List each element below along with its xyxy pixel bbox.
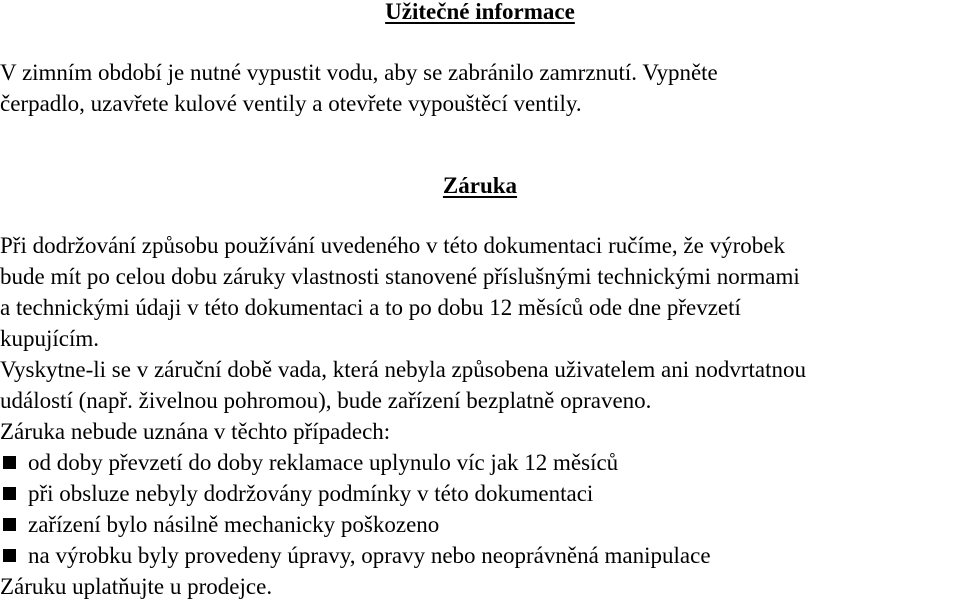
square-bullet-icon [3, 456, 16, 469]
paragraph-line: bude mít po celou dobu záruky vlastnosti stanovené příslušnými technickými normami [0, 264, 800, 289]
exclusion-list-item [0, 509, 960, 540]
useful-info-heading: Užitečné informace [385, 0, 575, 24]
paragraph-line: událostí (např. živelnou pohromou), bude zařízení bezplatně opraveno. [0, 388, 652, 413]
paragraph-line: Záruka nebude uznána v těchto případech: [0, 419, 391, 444]
paragraph-line: V zimním období je nutné vypustit vodu, aby se zabránilo zamrznutí. Vypněte [0, 60, 718, 85]
exclusion-text: zařízení bylo násilně mechanicky poškozeno [28, 512, 440, 537]
exclusion-text: při obsluze nebyly dodržovány podmínky v této dokumentaci [28, 481, 594, 506]
exclusion-list-item [0, 447, 960, 478]
paragraph-line: čerpadlo, uzavřete kulové ventily a otevřete vypouštěcí ventily. [0, 91, 582, 116]
exclusion-text: od doby převzetí do doby reklamace uplynulo víc jak 12 měsíců [28, 450, 619, 475]
square-bullet-icon [3, 549, 16, 562]
warranty-heading: Záruka [442, 173, 518, 198]
square-bullet-icon [3, 487, 16, 500]
exclusion-text: na výrobku byly provedeny úpravy, opravy nebo neoprávněná manipulace [28, 543, 711, 568]
paragraph-line: Vyskytne-li se v záruční době vada, která nebyla způsobena uživatelem ani nodvrtatnou [0, 357, 806, 382]
paragraph-line: Při dodržování způsobu používání uvedeného v této dokumentaci ručíme, že výrobek [0, 233, 785, 258]
paragraph-line: kupujícím. [0, 326, 100, 351]
paragraph-line: a technickými údaji v této dokumentaci a to po dobu 12 měsíců ode dne převzetí [0, 295, 741, 320]
exclusion-list-item [0, 540, 960, 571]
square-bullet-icon [3, 518, 16, 531]
useful-info-paragraph [0, 57, 960, 119]
closing-line: Záruku uplatňujte u prodejce. [0, 574, 273, 599]
warranty-paragraph [0, 230, 960, 602]
exclusion-list-item [0, 478, 960, 509]
